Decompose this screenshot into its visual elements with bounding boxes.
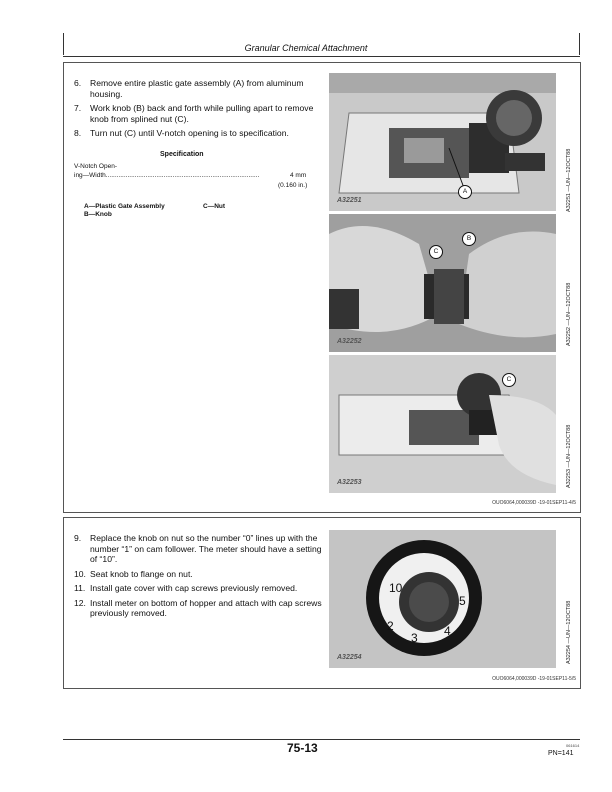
section-1-steps [74, 78, 314, 143]
callout-b: B [462, 232, 476, 246]
photo-knob-removal-image [329, 214, 556, 352]
spec-label-line1: V-Notch Open- [74, 163, 117, 170]
legend-b: B—Knob [84, 211, 112, 218]
step-12 [74, 598, 322, 619]
page-pn: PN=141 [548, 750, 574, 757]
svg-text:5: 5 [459, 594, 466, 608]
photo-code: A32253 —UN—12OCT88 [566, 424, 572, 488]
step-number: 11. [74, 583, 86, 593]
step-9 [74, 533, 322, 565]
photo-meter-knob-image [329, 530, 556, 668]
page-header-title: Granular Chemical Attachment [244, 43, 368, 53]
section-2-steps [74, 533, 322, 623]
spec-title: Specification [160, 151, 204, 158]
legend-a: A—Plastic Gate Assembly [84, 203, 165, 210]
step-number: 6. [74, 78, 82, 88]
photo-label: A32253 [337, 479, 362, 486]
photo-meter-knob [329, 530, 556, 668]
callout-c: C [502, 373, 516, 387]
section-2-reference: OUO6064,000039D -19-01SEP11-5/5 [492, 676, 576, 682]
legend-c: C—Nut [203, 203, 226, 210]
photo-gate-assembly-image [329, 73, 556, 211]
footer-rule [63, 739, 580, 740]
photo-nut-adjust [329, 355, 556, 493]
photo-label: A32254 [337, 654, 362, 661]
photo-label: A32251 [337, 197, 362, 204]
photo-code: A32251 —UN—12OCT88 [566, 148, 572, 212]
section-1-reference: OUO6064,000039D -19-01SEP11-4/5 [492, 500, 576, 506]
step-6 [74, 78, 314, 99]
step-text: Install gate cover with cap screws previously removed. [90, 583, 298, 593]
step-7 [74, 103, 314, 124]
step-text: Install meter on bottom of hopper and attach with cap screws previously removed. [90, 597, 322, 618]
header-rule [63, 56, 580, 57]
step-number: 9. [74, 533, 82, 543]
footer-code: 061614 [566, 743, 580, 748]
step-text: Replace the knob on nut so the number “0” lines up with the number “1” on cam follower. The meter should have a setting of “10”. [90, 533, 322, 564]
spec-value-imperial: (0.160 in.) [278, 182, 308, 189]
svg-text:2: 2 [387, 619, 394, 633]
callout-c: C [429, 245, 443, 259]
step-text: Seat knob to flange on nut. [90, 568, 193, 579]
svg-text:3: 3 [411, 631, 418, 645]
step-8 [74, 128, 314, 139]
spec-value: 4 mm [290, 172, 307, 179]
page-number: 75-13 [287, 741, 318, 755]
callout-a: A [458, 185, 472, 199]
step-number: 12. [74, 597, 86, 608]
step-text: Turn nut (C) until V-notch opening is to specification. [90, 128, 289, 138]
step-text: Remove entire plastic gate assembly (A) from aluminum housing. [90, 78, 304, 99]
step-number: 10. [74, 568, 86, 579]
photo-code: A32254 —UN—12OCT88 [566, 600, 572, 664]
step-10 [74, 569, 322, 580]
photo-nut-adjust-image [329, 355, 556, 493]
step-text: Work knob (B) back and forth while pulling apart to remove knob from splined nut (C). [90, 103, 314, 124]
photo-label: A32252 [337, 338, 362, 345]
step-number: 7. [74, 103, 82, 113]
step-number: 8. [74, 128, 82, 138]
svg-text:4: 4 [444, 624, 451, 638]
svg-text:10: 10 [389, 581, 403, 595]
photo-code: A32252 —UN—12OCT88 [566, 282, 572, 346]
spec-label-line2: ing—Width..................................................................................... [74, 172, 260, 179]
step-11 [74, 583, 322, 594]
photo-gate-assembly [329, 73, 556, 211]
photo-knob-removal [329, 214, 556, 352]
